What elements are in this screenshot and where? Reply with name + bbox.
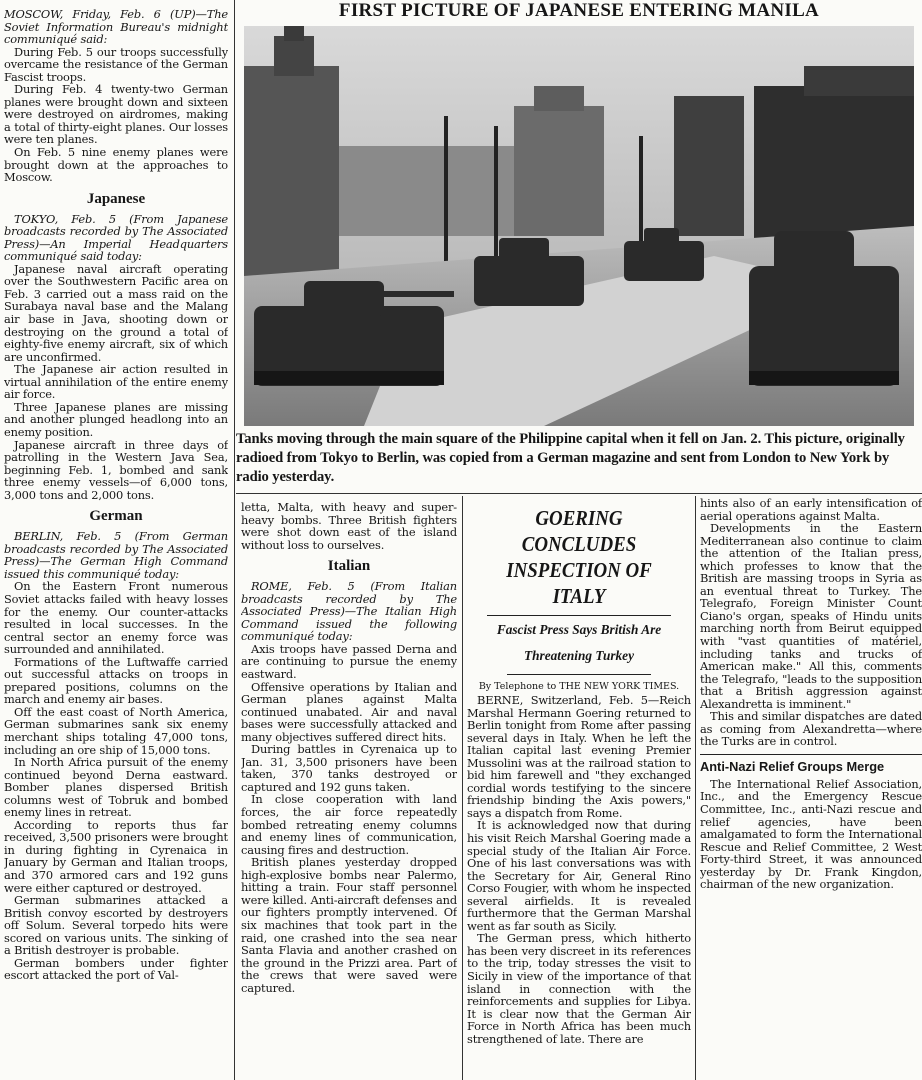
article-paragraph: Off the east coast of North America, German submarines sank six enemy merchant ships totaling 47,000 tons, including an ore ship of 15,000 tons. (4, 704, 228, 757)
section-head-japanese: Japanese (86, 190, 146, 207)
article-paragraph: Japanese aircraft in three days of patrolling in the Western Java Sea, beginning Feb. 1, bombed and sank three enemy vessels—of 6,000 tons, 3,000 tons and 2,000 tons. (4, 437, 228, 502)
article-paragraph: letta, Malta, with heavy and super-heavy bombs. Three British fighters were shot down east of the island without loss to ourselves. (241, 501, 457, 552)
article-paragraph: The German press, which hitherto has been very discreet in its references to the trip, today stresses the visit to Sicily in view of the importance of that island in connection with the reinforcements and supplies for Libya. It is clear now that the German Air Force in North Africa has been much strengthened of late. There are (467, 931, 691, 1046)
column-rule-3 (695, 496, 696, 1080)
article-paragraph: It is acknowledged now that during his visit Reich Marshal Goering made a special study of the Italian Air Force. One of his last conversations was with the Secretary for Air, General Rino Corso Fougier, with whom he inspected several airfields. It is revealed furthermore that the German Marshal went as far south as Sicily. (467, 818, 691, 933)
article-paragraph: This and similar dispatches are dated as coming from Alexandretta—where the Turks are in control. (700, 709, 922, 749)
column-italian (241, 501, 457, 1080)
article-paragraph: During Feb. 4 twenty-two German planes were brought down and sixteen were destroyed on airdromes, making a total of thirty-eight planes. Our losses were ten planes. (4, 82, 228, 147)
article-paragraph: According to reports thus far received, 3,500 prisoners were brought in during fighting in Cyrenaica in January by German and Italian troops, and 370 armored cars and 192 guns were either captured or destroyed. (4, 817, 228, 895)
column-goering (467, 505, 691, 1080)
article-paragraph: Formations of the Luftwaffe carried out successful attacks on troops in prepared positions, columns on the march and enemy air bases. (4, 654, 228, 707)
article-paragraph: Japanese naval aircraft operating over the Southwestern Pacific area on Feb. 3 carried out a mass raid on the Surabaya naval base and the Malang air base in Java, shooting down or destroying on the ground a total of eighty-five enemy aircraft, six of which are unconfirmed. (4, 261, 228, 364)
rome-dateline: ROME, Feb. 5 (From Italian broadcasts recorded by The Associated Press)—The Italian High Command issued the following communiqué today: (241, 579, 457, 644)
byline: By Telephone to THE NEW YORK TIMES. (478, 681, 680, 692)
antinazi-headline: Anti-Nazi Relief Groups Merge (700, 758, 885, 774)
article-paragraph: Developments in the Eastern Mediterranean also continue to claim the attention of the Italian press, which professes to know that the British are massing troops in Syria as an eventual threat to Turkey. The Telegrafo, Foreign Minister Count Ciano's organ, speaks of Hindu units marching north from Beirut equipped with "vast quantities of matériel, including tanks and trucks of American make." All this, comments the Telegrafo, "leads to the supposition that a British aggression against Alexandretta is imminent." (700, 521, 922, 711)
article-paragraph: On Feb. 5 nine enemy planes were brought down at the approaches to Moscow. (4, 145, 228, 185)
article-paragraph: German submarines attacked a British convoy escorted by destroyers off Solum. Several torpedo hits were scored on various units. The sinking of a British destroyer is probable. (4, 893, 228, 958)
article-paragraph: During battles in Cyrenaica up to Jan. 31, 3,500 prisoners have been taken, 370 tanks destroyed or captured and 192 guns taken. (241, 742, 457, 794)
article-paragraph: During Feb. 5 our troops successfully overcame the resistance of the German Fascist troops. (4, 44, 228, 84)
manila-tanks-photo (244, 26, 914, 426)
section-head-italian: Italian (327, 558, 371, 575)
article-paragraph: Offensive operations by Italian and German planes against Malta continued unabated. Air and naval bases were successfully attacked and many objectives suffered direct hits. (241, 679, 457, 744)
article-paragraph: In North Africa pursuit of the enemy continued beyond Derna eastward. Bomber planes dispersed British columns west of Tobruk and bombed enemy lines in retreat. (4, 755, 228, 820)
photo-caption: Tanks moving through the main square of the Philippine capital when it fell on Jan. 2. This picture, originally radioed from Tokyo to Berlin, was copied from a German magazine and sent from London to New York by radio yesterday. (236, 431, 905, 485)
moscow-dateline: MOSCOW, Friday, Feb. 6 (UP)—The Soviet Information Bureau's midnight communiqué said: (4, 8, 228, 47)
article-paragraph: Axis troops have passed Derna and are continuing to pursue the enemy eastward. (241, 641, 457, 682)
photo-bottom-rule (236, 493, 922, 494)
column-goering-continued (700, 497, 922, 1080)
article-paragraph: The International Relief Association, Inc., and the Emergency Rescue Committee, Inc., anti-Nazi rescue and relief agencies, have been amalgamated to form the International Rescue and Relief Committee, 2 West Forty-third Street, it was announced yesterday by Dr. Frank Kingdon, chairman of the new organization. (700, 776, 922, 892)
article-paragraph: On the Eastern Front numerous Soviet attacks failed with heavy losses for the enemy. Our counter-attacks resulted in local successes. In the central sector an enemy force was surrounded and annihilated. (4, 579, 228, 657)
article-paragraph: BERNE, Switzerland, Feb. 5—Reich Marshal Hermann Goering returned to Berlin tonight from Rome after passing several days in Italy. When he left the Italian capital last evening Premier Mussolini was at the railroad station to bid him farewell and "they exchanged cordial words testifying to the sincere friendship binding the Axis powers," says a dispatch from Rome. (467, 693, 691, 820)
column-communiques (4, 8, 228, 1080)
article-paragraph: hints also of an early intensification of aerial operations against Malta. (700, 497, 922, 523)
photo-illustration (244, 26, 914, 426)
section-head-german: German (89, 508, 143, 525)
goering-subhead: Fascist Press Says British Are Threatening Turkey (496, 623, 662, 664)
column-rule-2 (462, 496, 463, 1080)
article-paragraph: Three Japanese planes are missing and another plunged headlong into an enemy position. (4, 399, 228, 439)
article-paragraph: The Japanese air action resulted in virtual annihilation of the entire enemy air force. (4, 362, 228, 402)
column-rule-1 (234, 0, 235, 1080)
goering-headline: GOERING CONCLUDES INSPECTION OF ITALY (506, 506, 652, 608)
photo-headline: FIRST PICTURE OF JAPANESE ENTERING MANILA (338, 0, 820, 21)
tokyo-dateline: TOKYO, Feb. 5 (From Japanese broadcasts recorded by The Associated Press)—An Imperial Headquarters communiqué said today: (4, 211, 228, 264)
article-paragraph: In close cooperation with land forces, the air force repeatedly bombed retreating enemy columns and enemy lines of communication, causing fires and destruction. (241, 792, 457, 857)
article-paragraph: German bombers under fighter escort attacked the port of Val- (4, 955, 228, 983)
berlin-dateline: BERLIN, Feb. 5 (From German broadcasts recorded by The Associated Press)—The German High Command issued this communiqué today: (4, 529, 228, 581)
article-paragraph: British planes yesterday dropped high-explosive bombs near Palermo, hitting a train. Four staff personnel were killed. Anti-aircraft defenses and our fighters promptly intervened. Of six machines that took part in the raid, one crashed into the sea near Santa Flavia and another crashed on the ground in the Prizzi area. Part of the crews that were saved were captured. (241, 855, 457, 995)
